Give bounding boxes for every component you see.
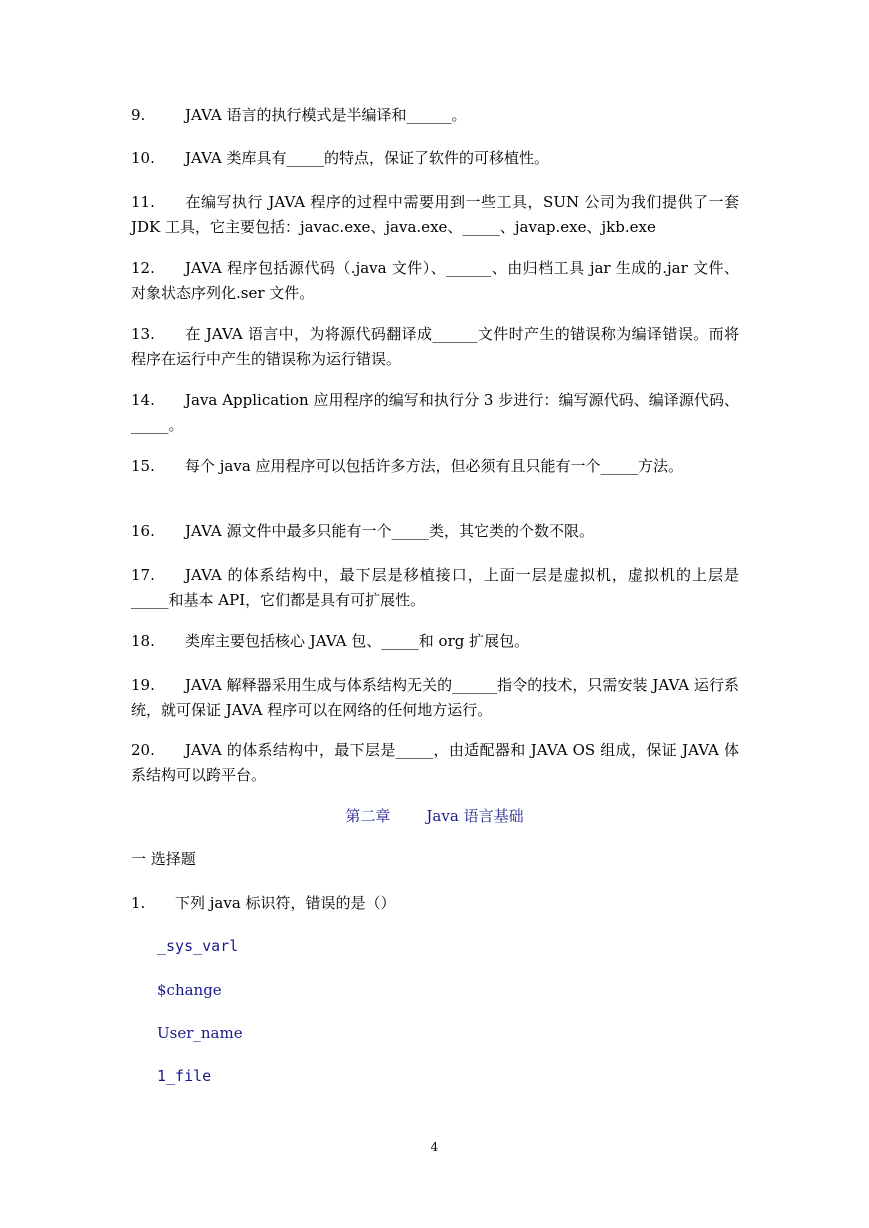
question-15 [131, 454, 739, 479]
question-13 [131, 322, 739, 372]
chapter-number: 第二章 [345, 807, 391, 825]
question-17 [131, 563, 739, 613]
question-number: 15. [131, 457, 155, 475]
question-text: JAVA 的体系结构中，最下层是移植接口，上面一层是虚拟机，虚拟机的上层是_____和基本 API，它们都是具有可扩展性。 [131, 566, 739, 609]
question-number: 13. [131, 325, 155, 343]
question-number: 14. [131, 391, 155, 409]
question-9 [131, 103, 739, 128]
chapter-title: Java 语言基础 [426, 807, 524, 825]
question-number: 11. [131, 193, 155, 211]
question-text: 每个 java 应用程序可以包括许多方法，但必须有且只能有一个_____方法。 [185, 457, 684, 475]
chapter-heading [0, 804, 869, 829]
question-text: JAVA 类库具有_____的特点，保证了软件的可移植性。 [185, 149, 550, 167]
question-text: 在编写执行 JAVA 程序的过程中需要用到一些工具，SUN 公司为我们提供了一套 JDK 工具，它主要包括：javac.exe、java.exe、_____、javap.exe、jkb.exe [131, 193, 739, 236]
option-b: $change [157, 981, 222, 999]
question-12 [131, 256, 739, 306]
question-11 [131, 190, 739, 240]
question-18 [131, 629, 739, 654]
question-text: 类库主要包括核心 JAVA 包、_____和 org 扩展包。 [185, 632, 530, 650]
question-number: 12. [131, 259, 155, 277]
page-number: 4 [430, 1140, 439, 1154]
question-text: JAVA 源文件中最多只能有一个_____类，其它类的个数不限。 [185, 522, 595, 540]
mc-question-1 [131, 891, 739, 916]
question-text: 在 JAVA 语言中，为将源代码翻译成______文件时产生的错误称为编译错误。而将程序在运行中产生的错误称为运行错误。 [131, 325, 739, 368]
question-number: 19. [131, 676, 155, 694]
question-14 [131, 388, 739, 438]
question-text: JAVA 语言的执行模式是半编译和______。 [185, 106, 467, 124]
question-text: Java Application 应用程序的编写和执行分 3 步进行：编写源代码、编译源代码、_____。 [131, 391, 739, 434]
question-text: JAVA 的体系结构中，最下层是_____，由适配器和 JAVA OS 组成，保证 JAVA 体系结构可以跨平台。 [131, 741, 739, 784]
option-a: _sys_varl [157, 937, 239, 955]
question-number: 1. [131, 894, 146, 912]
section-title: 一 选择题 [131, 850, 196, 868]
option-d: 1_file [157, 1067, 212, 1085]
question-19 [131, 673, 739, 723]
question-text: 下列 java 标识符，错误的是（） [175, 894, 396, 912]
question-10 [131, 146, 739, 171]
question-number: 17. [131, 566, 155, 584]
question-number: 10. [131, 149, 155, 167]
question-20 [131, 738, 739, 788]
question-number: 9. [131, 106, 146, 124]
question-text: JAVA 解释器采用生成与体系结构无关的______指令的技术，只需安装 JAVA 运行系统，就可保证 JAVA 程序可以在网络的任何地方运行。 [131, 676, 739, 719]
question-number: 20. [131, 741, 155, 759]
question-number: 16. [131, 522, 155, 540]
question-text: JAVA 程序包括源代码（.java 文件）、______、由归档工具 jar 生成的.jar 文件、对象状态序列化.ser 文件。 [131, 259, 739, 302]
question-number: 18. [131, 632, 155, 650]
question-16 [131, 519, 739, 544]
option-c: User_name [157, 1024, 243, 1042]
